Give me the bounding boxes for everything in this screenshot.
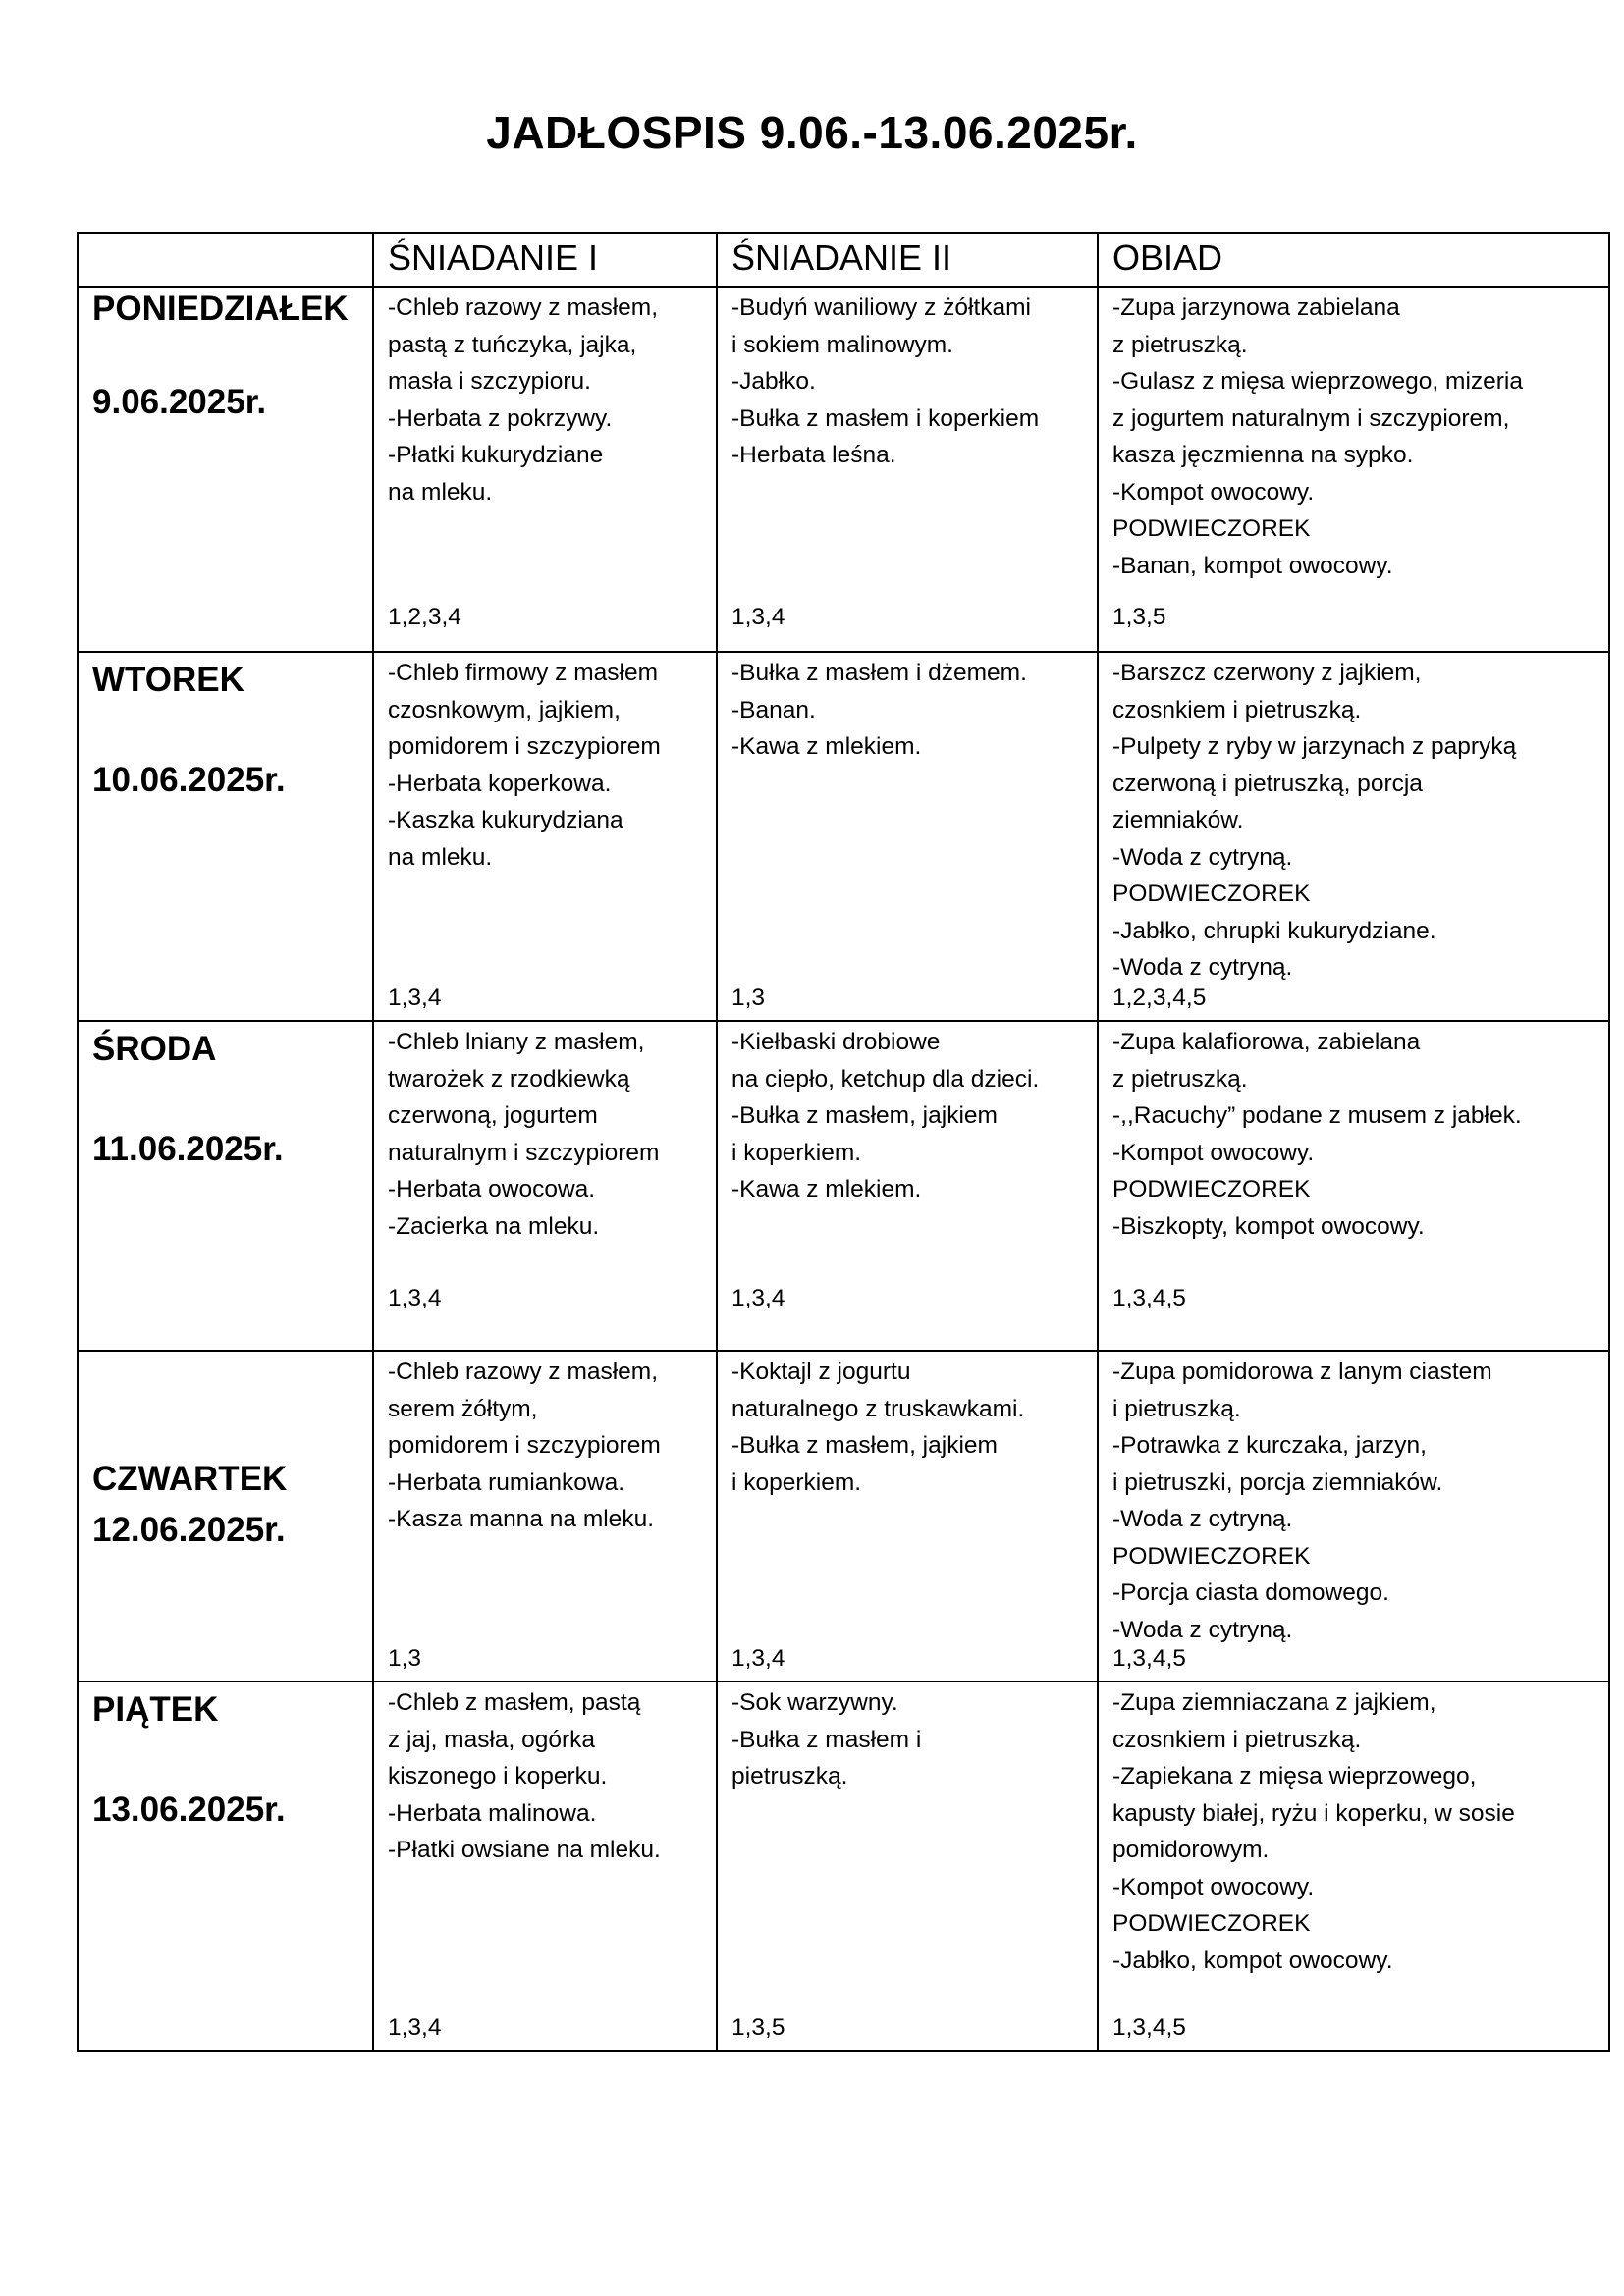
allergen-codes: 1,3,4 [731,603,785,630]
allergen-codes: 1,3,4,5 [1112,2013,1186,2041]
header-breakfast-1-label: ŚNIADANIE I [388,238,599,278]
breakfast-1-items: -Chleb razowy z masłem, serem żółtym, pomidorem i szczypiorem -Herbata rumiankowa. -Kasza manna na mleku. [388,1359,661,1532]
breakfast-1-cell [373,1021,717,1351]
day-row-friday [78,1682,1609,2051]
day-cell [78,1351,373,1682]
header-lunch-label: OBIAD [1112,238,1223,278]
breakfast-1-cell [373,287,717,652]
allergen-codes: 1,3,4 [731,1284,785,1311]
day-name: PONIEDZIAŁEK [92,290,349,328]
breakfast-1-cell [373,652,717,1021]
allergen-codes: 1,3,4,5 [1112,1284,1186,1311]
lunch-items: -Zupa kalafiorowa, zabielana z pietruszką. -,,Racuchy” podane z musem z jabłek. -Kompot owocowy. PODWIECZOREK -Biszkopty, kompot owocowy. [1112,1029,1522,1240]
allergen-codes: 1,3,4 [388,1284,442,1311]
day-cell [78,287,373,652]
allergen-codes: 1,2,3,4,5 [1112,984,1207,1011]
breakfast-1-items: -Chleb razowy z masłem, pastą z tuńczyka, jajka, masła i szczypioru. -Herbata z pokrzywy. -Płatki kukurydziane na mleku. [388,294,659,506]
day-cell [78,652,373,1021]
header-empty-cell [78,233,373,287]
day-row-wednesday [78,1021,1609,1351]
allergen-codes: 1,3,4 [731,1644,785,1672]
breakfast-2-items: -Kiełbaski drobiowe na ciepło, ketchup dla dzieci. -Bułka z masłem, jajkiem i koperkiem. -Kawa z mlekiem. [731,1029,1040,1202]
header-row [78,233,1609,287]
allergen-codes: 1,2,3,4 [388,603,461,630]
breakfast-1-items: -Chleb firmowy z masłem czosnkowym, jajkiem, pomidorem i szczypiorem -Herbata koperkowa. -Kaszka kukurydziana na mleku. [388,660,661,871]
day-name: WTOREK [92,661,244,699]
breakfast-2-items: -Sok warzywny. -Bułka z masłem i pietruszką. [731,1689,922,1789]
day-cell [78,1682,373,2051]
day-row-monday [78,287,1609,652]
day-date: 12.06.2025r. [92,1511,286,1549]
day-row-tuesday [78,652,1609,1021]
allergen-codes: 1,3,4 [388,984,442,1011]
lunch-cell [1098,1021,1609,1351]
header-breakfast-1 [373,233,717,287]
breakfast-2-items: -Koktajl z jogurtu naturalnego z truskawkami. -Bułka z masłem, jajkiem i koperkiem. [731,1359,1025,1496]
day-cell [78,1021,373,1351]
allergen-codes: 1,3 [388,1644,422,1672]
breakfast-2-items: -Budyń waniliowy z żółtkami i sokiem malinowym. -Jabłko. -Bułka z masłem i koperkiem -Herbata leśna. [731,294,1040,468]
allergen-codes: 1,3,5 [1112,603,1166,630]
breakfast-1-cell [373,1351,717,1682]
page-title: JADŁOSPIS 9.06.-13.06.2025r. [486,107,1138,158]
lunch-items: -Zupa jarzynowa zabielana z pietruszką. -Gulasz z mięsa wieprzowego, mizeria z jogurtem naturalnym i szczypiorem, kasza jęczmienna na sypko. -Kompot owocowy. PODWIECZOREK -Banan, kompot owocowy. [1112,294,1523,579]
lunch-items: -Barszcz czerwony z jajkiem, czosnkiem i pietruszką. -Pulpety z ryby w jarzynach z papryką czerwoną i pietruszką, porcja ziemniaków. -Woda z cytryną. PODWIECZOREK -Jabłko, chrupki kukurydziane. -Woda z cytryną. [1112,660,1517,981]
day-row-thursday [78,1351,1609,1682]
breakfast-2-cell [717,1682,1098,2051]
day-name: ŚRODA [92,1030,217,1068]
day-date: 10.06.2025r. [92,761,286,799]
lunch-cell [1098,1682,1609,2051]
header-breakfast-2-label: ŚNIADANIE II [731,238,952,278]
breakfast-2-cell [717,1021,1098,1351]
day-name: PIĄTEK [92,1690,219,1729]
lunch-cell [1098,652,1609,1021]
menu-table [77,232,1610,2052]
day-date: 9.06.2025r. [92,383,267,421]
lunch-cell [1098,1351,1609,1682]
breakfast-2-cell [717,1351,1098,1682]
lunch-items: -Zupa pomidorowa z lanym ciastem i pietruszką. -Potrawka z kurczaka, jarzyn, i pietruszki, porcja ziemniaków. -Woda z cytryną. PODWIECZOREK -Porcja ciasta domowego. -Woda z cytryną. [1112,1359,1492,1643]
breakfast-2-cell [717,652,1098,1021]
allergen-codes: 1,3,5 [731,2013,785,2041]
day-name: CZWARTEK [92,1460,288,1498]
breakfast-2-items: -Bułka z masłem i dżemem. -Banan. -Kawa z mlekiem. [731,660,1027,760]
header-lunch [1098,233,1609,287]
breakfast-2-cell [717,287,1098,652]
lunch-cell [1098,287,1609,652]
allergen-codes: 1,3 [731,984,766,1011]
breakfast-1-items: -Chleb z masłem, pastą z jaj, masła, ogórka kiszonego i koperku. -Herbata malinowa. -Płatki owsiane na mleku. [388,1689,661,1863]
day-date: 13.06.2025r. [92,1790,286,1829]
breakfast-1-items: -Chleb lniany z masłem, twarożek z rzodkiewką czerwoną, jogurtem naturalnym i szczypiorem -Herbata owocowa. -Zacierka na mleku. [388,1029,660,1240]
allergen-codes: 1,3,4 [388,2013,442,2041]
day-date: 11.06.2025r. [92,1130,284,1168]
allergen-codes: 1,3,4,5 [1112,1644,1186,1672]
header-breakfast-2 [717,233,1098,287]
breakfast-1-cell [373,1682,717,2051]
lunch-items: -Zupa ziemniaczana z jajkiem, czosnkiem i pietruszką. -Zapiekana z mięsa wieprzowego, kapusty białej, ryżu i koperku, w sosie pomidorowym. -Kompot owocowy. PODWIECZOREK -Jabłko, kompot owocowy. [1112,1689,1515,1974]
